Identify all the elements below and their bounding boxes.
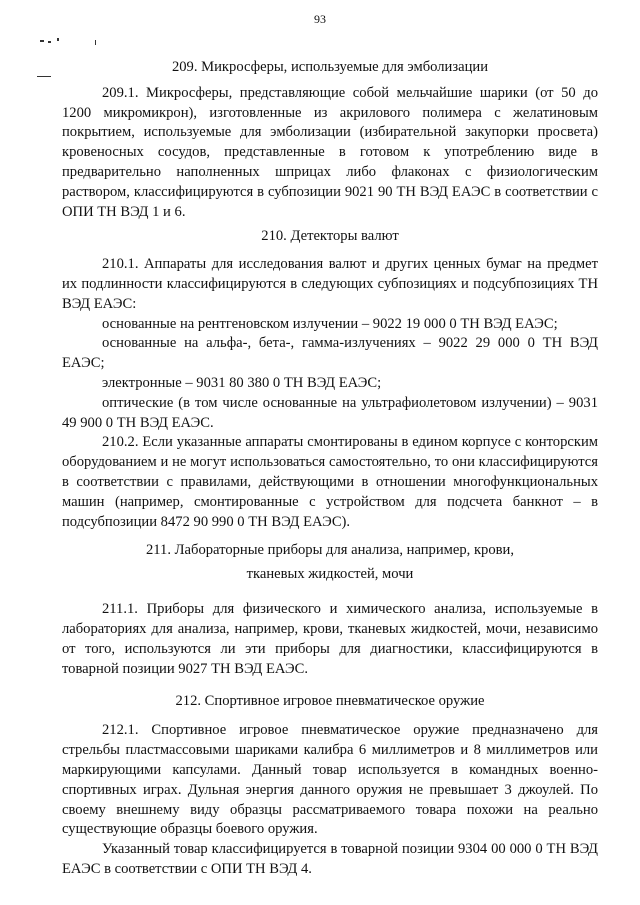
paragraph-210-1: 210.1. Аппараты для исследования валют и других ценных бумаг на предмет их подлинности классифицируются в следующих субпозициях и подсубпозициях ТН ВЭД ЕАЭС: [62, 256, 598, 312]
paragraph-209-1: 209.1. Микросферы, представляющие собой мельчайшие шарики (от 50 до 1200 микромикрон), изготовленные из акрилового полимера с желатиновым покрытием, используемые для эмболизации (избирательной закупорки просвета) кровеносных сосудов, представленные в готовом к употреблению виде в предварительно наполненных шприцах либо флаконах с физиологическим раствором, классифицируются в субпозиции 9021 90 ТН ВЭД ЕАЭС в соответствии с ОПИ ТН ВЭД 1 и 6. [62, 84, 598, 220]
paragraph-211-1: 211.1. Приборы для физического и химического анализа, используемые в лабораториях для анализа, например, крови, тканевых жидкостей, мочи, независимо от того, используются ли эти приборы для диагностики, классифицируются в товарной позиции 9027 ТН ВЭД ЕАЭС. [62, 601, 598, 677]
paragraph-210-2: 210.2. Если указанные аппараты смонтированы в едином корпусе с конторским оборудованием и не могут использоваться самостоятельно, то они классифицируются в соответствии с правилами, действующими в отношении многофункциональных машин (например, смонтированные с устройством для подсчета банкнот – в подсубпозиции 8472 90 990 0 ТН ВЭД ЕАЭС). [62, 434, 598, 530]
scan-mark [40, 40, 44, 42]
list-item-electronic: электронные – 9031 80 380 0 ТН ВЭД ЕАЭС; [102, 374, 382, 391]
section-212-title: 212. Спортивное игровое пневматическое оружие [175, 692, 485, 709]
scan-mark [57, 38, 59, 41]
section-211-title: 211. Лабораторные приборы для анализа, например, крови, тканевых жидкостей, мочи [146, 542, 514, 583]
list-item-optical: оптические (в том числе основанные на ультрафиолетовом излучении) – 9031 49 900 0 ТН ВЭД ЕАЭС. [62, 394, 598, 431]
paragraph-212-2: Указанный товар классифицируется в товарной позиции 9304 00 000 0 ТН ВЭД ЕАЭС в соответствии с ОПИ ТН ВЭД 4. [62, 841, 598, 877]
section-210-title: 210. Детекторы валют [261, 228, 399, 245]
list-item-xray: основанные на рентгеновском излучении – 9022 19 000 0 ТН ВЭД ЕАЭС; [102, 315, 558, 332]
scan-mark [48, 41, 51, 43]
scan-mark [95, 40, 96, 45]
list-item-radiation: основанные на альфа-, бета-, гамма-излучениях – 9022 29 000 0 ТН ВЭД ЕАЭС; [62, 335, 598, 372]
paragraph-212-1: 212.1. Спортивное игровое пневматическое оружие предназначено для стрельбы пластмассовыми шариками калибра 6 миллиметров и 8 миллиметров или маркирующими капсулами. Данный товар используется в командных военно-спортивных играх. Дульная энергия данного оружия не превышает 3 джоулей. По своему внешнему виду образцы рассматриваемого товара похожи на реально существующие образцы боевого оружия. [62, 722, 598, 838]
page-number: 93 [314, 12, 326, 26]
section-209-title: 209. Микросферы, используемые для эмболизации [171, 59, 489, 75]
scan-mark [37, 76, 51, 77]
document-body [62, 58, 598, 880]
